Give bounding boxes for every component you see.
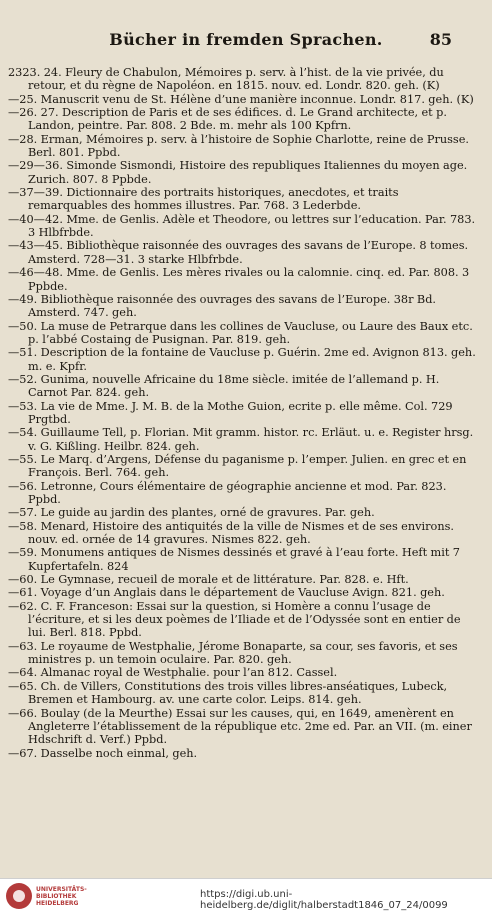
catalog-entry: —65. Ch. de Villers, Constitutions des trois villes libres-anséatiques, Lubeck, Bremen et Hambourg. av. une carte color. Leips. 814. geh.	[8, 679, 448, 707]
catalog-entry: —50. La muse de Petrarque dans les collines de Vaucluse, ou Laure des Baux etc. p. l’abbé Costaing de Pusignan. Par. 819. geh.	[8, 319, 473, 346]
viewer-footer	[0, 878, 492, 913]
catalog-entry: 2323. 24. Fleury de Chabulon, Mémoires p. serv. à l’hist. de la vie privée, du retour, et du règne de Napoléon. en 1815. nouv. ed. Londr. 820. geh. (K)	[8, 66, 444, 93]
running-title: Bücher in fremden Sprachen.	[109, 30, 383, 49]
catalog-entry: —49. Bibliothèque raisonnée des ouvrages des savans de l’Europe. 38r Bd. Amsterd. 747. geh.	[8, 292, 437, 320]
catalog-entry: —67. Dasselbe noch einmal, geh.	[8, 746, 198, 760]
page-number: 85	[429, 30, 452, 49]
university-library-logo-icon	[6, 883, 32, 909]
catalog-entry: —55. Le Marq. d’Argens, Défense du paganisme p. l’emper. Julien. en grec et en François. Berl. 764. geh.	[8, 452, 467, 480]
catalog-entry: —25. Manuscrit venu de St. Hélène d’une manière inconnue. Londr. 817. geh. (K)	[8, 92, 474, 106]
catalog-entry: —46—48. Mme. de Genlis. Les mères rivales ou la calomnie. cinq. ed. Par. 808. 3 Ppbde.	[8, 266, 470, 293]
catalog-entry: —51. Description de la fontaine de Vaucluse p. Guérin. 2me ed. Avignon 813. geh. m. e. Kpfr.	[8, 346, 476, 373]
catalog-entry: —28. Erman, Mémoires p. serv. à l’histoire de Sophie Charlotte, reine de Prusse. Berl. 801. Ppbd.	[8, 132, 469, 160]
catalog-entry: —37—39. Dictionnaire des portraits historiques, anecdotes, et traits remarquables des hommes illustres. Par. 768. 3 Lederbde.	[8, 186, 399, 213]
permalink-url[interactable]: https://digi.ub.uni-heidelberg.de/diglit/halberstadt1846_07_24/0099	[200, 889, 448, 911]
page-header	[0, 30, 492, 52]
catalog-entry: —53. La vie de Mme. J. M. B. de la Mothe Guion, ecrite p. elle même. Col. 729 Prgtbd.	[8, 399, 453, 426]
catalog-entry: —40—42. Mme. de Genlis. Adèle et Theodore, ou lettres sur l’education. Par. 783. 3 Hlbfrbde.	[8, 212, 476, 240]
catalog-entry: —57. Le guide au jardin des plantes, orné de gravures. Par. geh.	[8, 506, 375, 520]
catalog-entry: —43—45. Bibliothèque raisonnée des ouvrages des savans de l’Europe. 8 tomes. Amsterd. 728—31. 3 starke Hlbfrbde.	[8, 239, 469, 266]
catalog-entry: —63. Le royaume de Westphalie, Jérome Bonaparte, sa cour, ses favoris, et ses ministres p. un temoin oculaire. Par. 820. geh.	[8, 639, 458, 667]
catalog-entry: —60. Le Gymnase, recueil de morale et de littérature. Par. 828. e. Hft.	[8, 573, 409, 587]
catalog-entry: —56. Letronne, Cours élémentaire de géographie ancienne et mod. Par. 823. Ppbd.	[8, 479, 447, 506]
catalog-entry: —52. Gunima, nouvelle Africaine du 18me siècle. imitée de l’allemand p. H. Carnot Par. 824. geh.	[8, 372, 440, 400]
library-logo-text: UNIVERSITÄTS- BIBLIOTHEK HEIDELBERG	[36, 886, 87, 907]
catalog-entry: —66. Boulay (de la Meurthe) Essai sur les causes, qui, en 1649, amenèrent en Angleterre l’établissement de la république etc. 2me ed. Par. an VII. (m. einer Hdschrift d. Verf.) Ppbd.	[8, 706, 472, 747]
catalog-entry: —26. 27. Description de Paris et de ses édifices. d. Le Grand architecte, et p. Landon, peintre. Par. 808. 2 Bde. m. mehr als 100 Kpfrn.	[8, 106, 447, 133]
catalog-entry: —64. Almanac royal de Westphalie. pour l’an 812. Cassel.	[8, 666, 338, 680]
catalog-entry: —62. C. F. Franceson: Essai sur la question, si Homère a connu l’usage de l’écriture, et si les deux poèmes de l’Iliade et de l’Odyssée sont en entier de lui. Berl. 818. Ppbd.	[8, 599, 461, 640]
catalog-entry: —58. Menard, Histoire des antiquités de la ville de Nismes et de ses environs. nouv. ed. ornée de 14 gravures. Nismes 822. geh.	[8, 519, 454, 547]
catalog-entry: —29—36. Simonde Sismondi, Histoire des republiques Italiennes du moyen age. Zurich. 807. 8 Ppbde.	[8, 159, 468, 186]
catalog-entries	[8, 66, 476, 760]
catalog-entry: —59. Monumens antiques de Nismes dessinés et gravé à l’eau forte. Heft mit 7 Kupfertafeln. 824	[8, 546, 460, 573]
catalog-entry: —61. Voyage d’un Anglais dans le département de Vaucluse Avign. 821. geh.	[8, 586, 445, 600]
catalog-entry: —54. Guillaume Tell, p. Florian. Mit gramm. histor. rc. Erläut. u. e. Register hrsg. v. G. Kißling. Heilbr. 824. geh.	[8, 426, 474, 453]
